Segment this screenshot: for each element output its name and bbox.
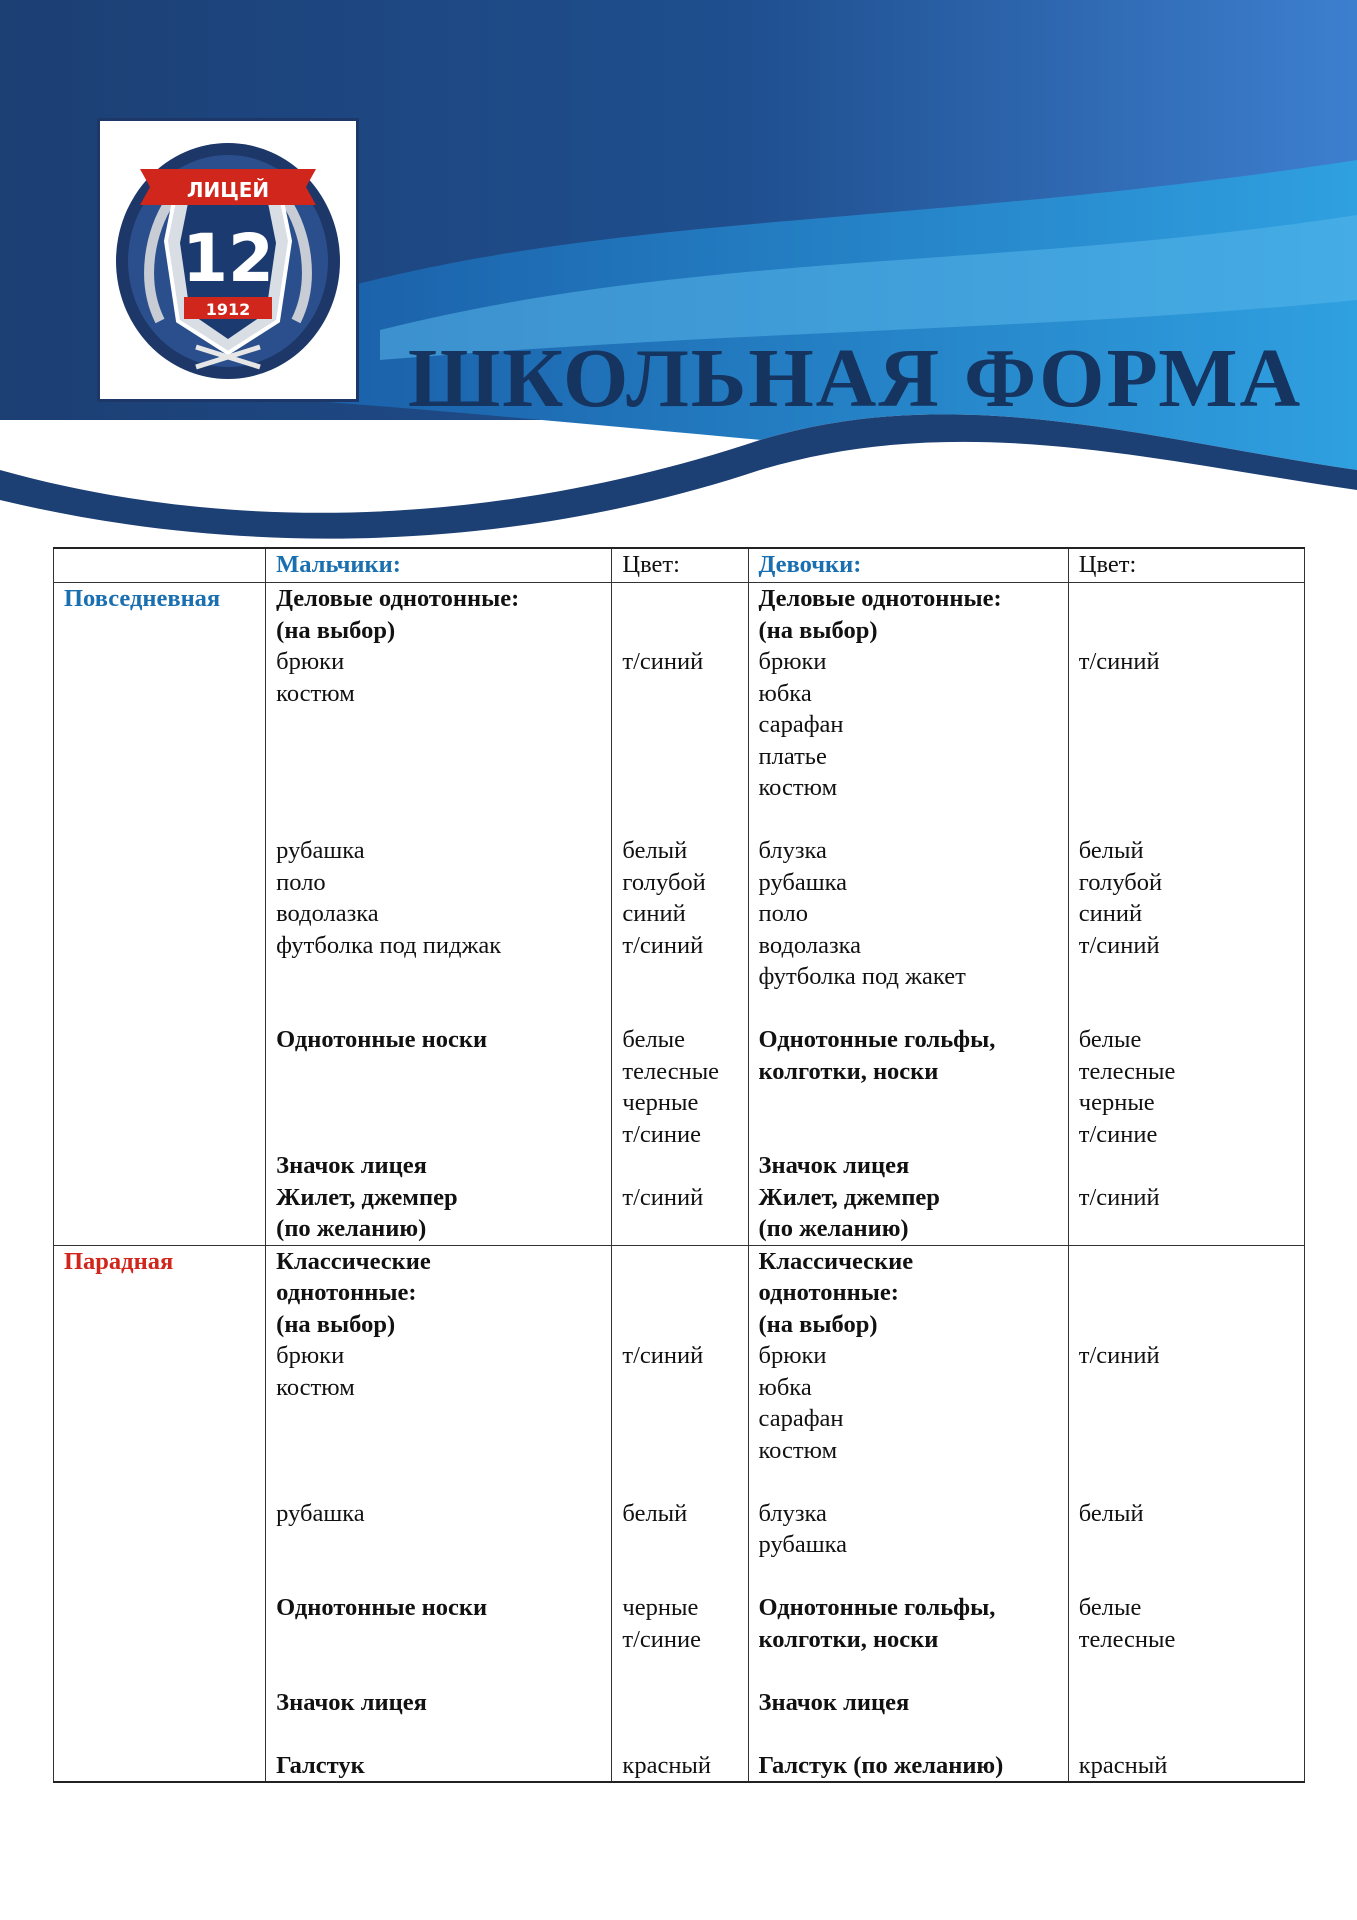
cell-line: голубой	[622, 868, 706, 896]
table-row	[54, 583, 1305, 1246]
cell-line: рубашка	[758, 1531, 847, 1558]
svg-text:1912: 1912	[205, 300, 251, 319]
cell-line	[622, 1529, 747, 1561]
cell-line: костюм	[276, 679, 355, 707]
lyceum-logo	[97, 118, 359, 402]
cell-line: синий	[1078, 900, 1143, 927]
cell-line	[1079, 583, 1304, 615]
cell-line	[1079, 804, 1304, 836]
cell-line: белые	[622, 1026, 685, 1053]
cell-line	[1079, 1561, 1304, 1593]
cell-line: красный	[622, 1751, 712, 1779]
cell-line: т/синий	[1078, 1183, 1160, 1211]
cell-line: белые	[1078, 1594, 1142, 1621]
cell-line	[622, 1435, 747, 1467]
cell-line	[759, 1087, 1068, 1119]
girls-colors	[1068, 1245, 1304, 1782]
cell-line	[276, 1087, 611, 1119]
cell-line: костюм	[758, 774, 838, 801]
header-boys-color: Цвет:	[612, 548, 748, 583]
cell-line: (по желанию)	[758, 1215, 909, 1242]
cell-line	[622, 1277, 747, 1309]
cell-line: белые	[1078, 1026, 1142, 1053]
cell-line: водолазка	[276, 900, 379, 927]
section-label-everyday: Повседневная	[54, 583, 266, 1246]
cell-line	[276, 1056, 611, 1088]
cell-line	[622, 678, 747, 710]
cell-line: брюки	[276, 1342, 345, 1369]
cell-line: сарафан	[758, 1405, 844, 1432]
cell-line: блузка	[758, 1499, 827, 1527]
cell-line: Однотонные носки	[276, 1026, 488, 1053]
cell-line: сарафан	[758, 711, 844, 738]
cell-line: (по желанию)	[276, 1215, 427, 1242]
cell-line: красный	[1078, 1751, 1168, 1779]
cell-line: костюм	[276, 1373, 355, 1401]
cell-line	[276, 1718, 611, 1750]
cell-line: т/синий	[1078, 931, 1160, 959]
cell-line: т/синий	[622, 1183, 704, 1211]
boys-items	[266, 1245, 612, 1782]
cell-line: т/синие	[622, 1120, 702, 1148]
header-girls: Девочки:	[748, 548, 1068, 583]
cell-line	[759, 1561, 1068, 1593]
cell-line	[759, 1718, 1068, 1750]
cell-line: футболка под жакет	[758, 963, 966, 990]
cell-line	[622, 709, 747, 741]
header-girls-color: Цвет:	[1068, 548, 1304, 583]
cell-line: черные	[622, 1594, 699, 1621]
cell-line	[622, 741, 747, 773]
cell-line	[276, 741, 611, 773]
cell-line: т/синий	[1078, 648, 1160, 675]
cell-line: Деловые однотонные:	[758, 585, 1002, 612]
cell-line	[276, 1529, 611, 1561]
cell-line	[1079, 1372, 1304, 1404]
cell-line	[759, 804, 1068, 836]
boys-colors	[612, 583, 748, 1246]
cell-line: Жилет, джемпер	[758, 1183, 940, 1211]
girls-items	[748, 583, 1068, 1246]
cell-line: юбка	[758, 1373, 812, 1401]
cell-line: поло	[758, 900, 809, 927]
cell-line: белый	[622, 1499, 688, 1527]
table-header-row	[54, 548, 1305, 583]
cell-line: брюки	[758, 1342, 827, 1369]
cell-line	[276, 1624, 611, 1656]
cell-line	[622, 1718, 747, 1750]
cell-line: юбка	[758, 679, 812, 707]
cell-line: Однотонные гольфы,	[758, 1026, 996, 1053]
cell-line: водолазка	[758, 931, 862, 959]
cell-line: черные	[622, 1089, 699, 1116]
cell-line	[1079, 1466, 1304, 1498]
cell-line: Однотонные гольфы,	[758, 1594, 996, 1621]
header-boys: Мальчики:	[266, 548, 612, 583]
cell-line	[759, 993, 1068, 1025]
cell-line: Значок лицея	[276, 1688, 427, 1716]
cell-line	[622, 615, 747, 647]
cell-line	[622, 1561, 747, 1593]
cell-line: блузка	[758, 837, 827, 864]
cell-line: рубашка	[276, 1499, 365, 1527]
cell-line	[1079, 678, 1304, 710]
cell-line	[622, 1655, 747, 1687]
cell-line: Классические	[276, 1247, 431, 1275]
cell-line	[622, 772, 747, 804]
cell-line: Однотонные носки	[276, 1594, 488, 1621]
cell-line	[276, 993, 611, 1025]
cell-line: телесные	[622, 1057, 720, 1085]
cell-line	[1079, 1246, 1304, 1278]
uniform-table-wrapper	[53, 547, 1305, 1783]
boys-items	[266, 583, 612, 1246]
cell-line: однотонные:	[758, 1279, 899, 1306]
cell-line: (на выбор)	[758, 1310, 878, 1338]
cell-line	[622, 1466, 747, 1498]
cell-line: т/синий	[622, 931, 704, 959]
cell-line	[276, 1655, 611, 1687]
table-row	[54, 1245, 1305, 1782]
cell-line	[1079, 772, 1304, 804]
cell-line: белый	[1078, 837, 1144, 864]
cell-line: синий	[622, 900, 686, 927]
cell-line: Значок лицея	[758, 1688, 910, 1716]
cell-line	[1079, 709, 1304, 741]
cell-line: платье	[758, 742, 827, 770]
cell-line: брюки	[758, 648, 827, 675]
cell-line	[276, 709, 611, 741]
cell-line: футболка под пиджак	[276, 931, 502, 959]
cell-line	[759, 1655, 1068, 1687]
cell-line	[622, 1213, 747, 1245]
cell-line: брюки	[276, 648, 345, 675]
cell-line	[1079, 1277, 1304, 1309]
cell-line	[1079, 1309, 1304, 1341]
uniform-table	[53, 547, 1305, 1783]
cell-line: поло	[276, 868, 326, 896]
cell-line	[622, 583, 747, 615]
cell-line: голубой	[1078, 868, 1163, 896]
boys-colors	[612, 1245, 748, 1782]
cell-line: (на выбор)	[276, 616, 396, 644]
cell-line	[1079, 1655, 1304, 1687]
cell-line	[276, 1119, 611, 1151]
cell-line	[1079, 1529, 1304, 1561]
cell-line	[1079, 993, 1304, 1025]
cell-line	[622, 961, 747, 993]
header-banner	[0, 0, 1357, 560]
cell-line	[1079, 1403, 1304, 1435]
girls-items	[748, 1245, 1068, 1782]
cell-line	[276, 1403, 611, 1435]
cell-line	[759, 1119, 1068, 1151]
cell-line: рубашка	[758, 868, 847, 896]
cell-line	[622, 1150, 747, 1182]
girls-colors	[1068, 583, 1304, 1246]
cell-line	[622, 804, 747, 836]
cell-line: (на выбор)	[758, 616, 878, 644]
cell-line: Деловые однотонные:	[276, 585, 520, 612]
cell-line: костюм	[758, 1436, 838, 1464]
cell-line	[1079, 615, 1304, 647]
cell-line	[622, 993, 747, 1025]
cell-line	[1079, 1435, 1304, 1467]
cell-line: однотонные:	[276, 1279, 417, 1306]
cell-line	[1079, 1150, 1304, 1182]
cell-line	[276, 804, 611, 836]
cell-line	[1079, 1687, 1304, 1719]
cell-line: Значок лицея	[758, 1152, 910, 1179]
header-empty-cell	[54, 548, 266, 583]
cell-line	[622, 1403, 747, 1435]
cell-line: колготки, носки	[758, 1625, 939, 1653]
cell-line: (на выбор)	[276, 1310, 396, 1338]
cell-line: черные	[1078, 1089, 1155, 1116]
cell-line	[622, 1309, 747, 1341]
cell-line: Галстук (по желанию)	[758, 1751, 1004, 1779]
cell-line	[276, 772, 611, 804]
cell-line: белый	[622, 837, 688, 864]
cell-line	[1079, 741, 1304, 773]
cell-line	[1079, 961, 1304, 993]
cell-line	[1079, 1213, 1304, 1245]
cell-line	[759, 1466, 1068, 1498]
cell-line	[276, 961, 611, 993]
cell-line: Классические	[758, 1247, 914, 1275]
cell-line	[276, 1561, 611, 1593]
cell-line: Жилет, джемпер	[276, 1183, 458, 1211]
cell-line	[622, 1246, 747, 1278]
cell-line: рубашка	[276, 837, 365, 864]
cell-line: Галстук	[276, 1751, 365, 1779]
cell-line: Значок лицея	[276, 1152, 427, 1179]
cell-line: т/синие	[1078, 1120, 1158, 1148]
cell-line: т/синие	[622, 1625, 702, 1653]
cell-line: белый	[1078, 1499, 1144, 1527]
cell-line	[276, 1435, 611, 1467]
cell-line: т/синий	[1078, 1342, 1160, 1369]
cell-line	[276, 1466, 611, 1498]
cell-line: телесные	[1078, 1057, 1176, 1085]
cell-line: телесные	[1078, 1625, 1176, 1653]
cell-line	[622, 1372, 747, 1404]
svg-text:ЛИЦЕЙ: ЛИЦЕЙ	[186, 178, 270, 202]
svg-text:12: 12	[182, 220, 274, 297]
section-label-formal: Парадная	[54, 1245, 266, 1782]
cell-line	[1079, 1718, 1304, 1750]
cell-line: колготки, носки	[758, 1057, 939, 1085]
page-title: ШКОЛЬНАЯ ФОРМА	[408, 332, 1303, 425]
cell-line: т/синий	[622, 1342, 704, 1369]
cell-line: т/синий	[622, 648, 704, 675]
cell-line	[622, 1687, 747, 1719]
